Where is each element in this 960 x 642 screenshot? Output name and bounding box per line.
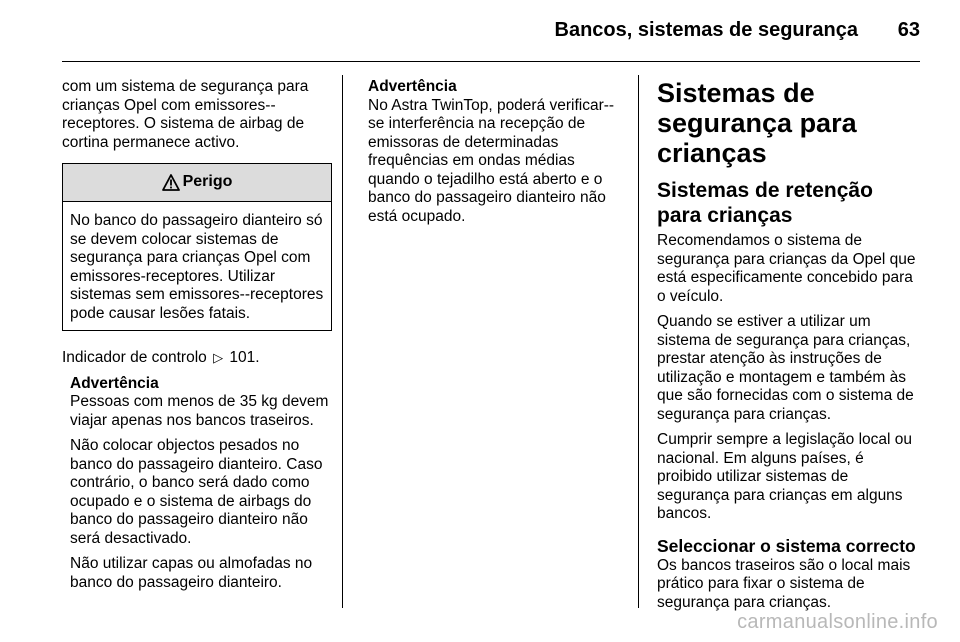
intro-paragraph: com um sistema de segurança para crianças Opel com emissores--receptores. O sistema de airbag de cortina permanece activo. xyxy=(62,78,309,151)
header-rule xyxy=(62,61,920,62)
danger-body: No banco do passageiro dianteiro só se devem colocar sistemas de segurança para crianças Opel com emissores-receptores. Utilizar sistemas sem emissores--receptores pode causar lesões fatais. xyxy=(70,212,324,322)
note-paragraph: Pessoas com menos de 35 kg devem viajar apenas nos bancos traseiros. xyxy=(70,393,329,429)
column-2 xyxy=(368,78,630,233)
subsection-title: Sistemas de retenção para crianças xyxy=(657,179,873,227)
column-1 xyxy=(62,78,332,599)
danger-title: Perigo xyxy=(182,173,233,191)
column-divider xyxy=(342,75,343,608)
note-title: Advertência xyxy=(368,78,457,95)
header-title: Bancos, sistemas de segurança xyxy=(554,19,858,41)
note-block xyxy=(70,375,332,593)
indicator-text: Indicador de controlo xyxy=(62,349,207,366)
column-divider xyxy=(638,75,639,608)
page-number: 63 xyxy=(897,19,920,41)
watermark: carmanualsonline.info xyxy=(737,611,938,633)
note-paragraph: Não utilizar capas ou almofadas no banco do passageiro dianteiro. xyxy=(70,555,313,591)
section-title: Sistemas de segurança para crianças xyxy=(657,78,857,168)
column-3 xyxy=(657,78,923,619)
body-paragraph: Os bancos traseiros são o local mais prático para fixar o sistema de segurança para crianças. xyxy=(657,556,911,611)
note-title: Advertência xyxy=(70,374,159,392)
danger-box xyxy=(62,163,332,331)
page-reference-icon: ▷ xyxy=(213,350,224,365)
indicator-ref[interactable]: 101. xyxy=(229,349,260,366)
note-paragraph: Não colocar objectos pesados no banco do passageiro dianteiro. Caso contrário, o banco será dado como ocupado e o sistema de airbags do banco do passageiro dianteiro não será desactivado. xyxy=(70,437,323,547)
body-paragraph: Quando se estiver a utilizar um sistema de segurança para crianças, prestar atenção às instruções de utilização e montagem e também às que são fornecidas com o sistema de segurança para crianças. xyxy=(657,313,914,423)
body-paragraph: Recomendamos o sistema de segurança para crianças da Opel que está especificamente concebido para o veículo. xyxy=(657,232,916,305)
indicator-line xyxy=(62,349,332,368)
warning-triangle-icon xyxy=(162,174,180,191)
note-paragraph: No Astra TwinTop, poderá verificar--se interferência na recepção de emissoras de determinadas frequências em ondas médias quando o tejadilho está aberto e o banco do passageiro dianteiro não está ocupado. xyxy=(368,96,615,225)
body-paragraph: Cumprir sempre a legislação local ou nacional. Em alguns países, é proibido utilizar sistemas de segurança para crianças em alguns bancos. xyxy=(657,431,913,522)
danger-header xyxy=(63,164,331,202)
subsection-title: Seleccionar o sistema correcto xyxy=(657,535,916,556)
